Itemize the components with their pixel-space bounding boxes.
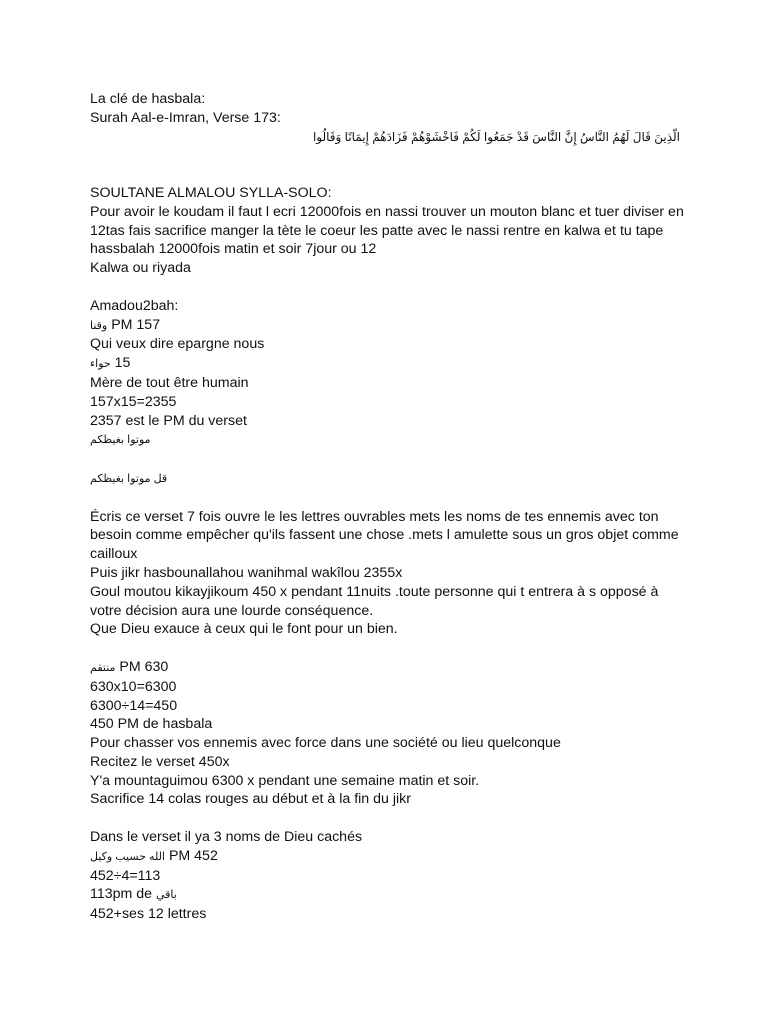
section3-line: cailloux	[90, 546, 138, 563]
section4-line: Y'a mountaguimou 6300 x pendant une semaine matin et soir.	[90, 772, 480, 789]
section1-line: hassbalah 12000fois matin et soir 7jour ou 12	[90, 241, 377, 258]
section1-line: Pour avoir le koudam il faut l ecri 12000fois en nassi trouver un mouton blanc et tuer diviser en	[90, 203, 684, 220]
spacer	[90, 639, 680, 658]
section1-line: 12tas fais sacrifice manger la tète le coeur les patte avec le nassi rentre en kalwa et tu tape	[90, 222, 664, 239]
document-title: La clé de hasbala:	[90, 91, 206, 107]
section5-line: 452÷4=113	[90, 867, 161, 884]
arabic-phrase: قل موتوا بغيظكم	[90, 472, 168, 485]
section4-line: Sacrifice 14 colas rouges au début et à la fin du jikr	[90, 791, 411, 808]
section2-line	[90, 430, 680, 450]
section5-line: Dans le verset il ya 3 noms de Dieu cachés	[90, 829, 363, 846]
spacer	[90, 278, 680, 297]
pm-value: 15	[110, 355, 131, 372]
section1-heading: SOULTANE ALMALOU SYLLA-SOLO:	[90, 184, 332, 201]
arabic-word: باقي	[156, 889, 177, 902]
section4-line: Recitez le verset 450x	[90, 753, 230, 770]
document-page	[90, 90, 684, 924]
section3-line: Puis jikr hasbounallahou wanihmal wakîlou 2355x	[90, 564, 403, 581]
spacer	[90, 146, 680, 184]
section4-line: Pour chasser vos ennemis avec force dans une société ou lieu quelconque	[90, 735, 561, 752]
pm-label: 113pm de	[90, 886, 156, 903]
section2-line	[90, 316, 680, 336]
surah-reference: Surah Aal-e-Imran, Verse 173:	[90, 109, 281, 126]
section2-line: Qui veux dire epargne nous	[90, 336, 265, 353]
section3-line: votre décision aura une lourde conséquence.	[90, 602, 374, 619]
section3-line: Goul moutou kikayjikoum 450 x pendant 11nuits .toute personne qui t entrera à s opposé à	[90, 583, 659, 600]
arabic-word: حواء	[90, 358, 111, 371]
section4-line	[90, 658, 680, 678]
section2-line: 2357 est le PM du verset	[90, 412, 247, 429]
section3-line: besoin comme empêcher qu'ils fassent une chose .mets l amulette sous un gros objet comme	[90, 527, 679, 544]
section3-line: Que Dieu exauce à ceux qui le font pour un bien.	[90, 621, 398, 638]
pm-value: PM 157	[107, 316, 161, 333]
section5-line	[90, 847, 680, 867]
spacer	[90, 450, 680, 469]
arabic-phrase: موتوا بغيظكم	[90, 434, 151, 447]
arabic-word: منتقم	[90, 661, 116, 674]
section1-line: Kalwa ou riyada	[90, 260, 191, 277]
section4-line: 6300÷14=450	[90, 697, 178, 714]
pm-value: PM 630	[115, 658, 169, 675]
arabic-word: وقنا	[90, 319, 108, 332]
section2-line: 157x15=2355	[90, 393, 177, 410]
arabic-phrase: الله حسيب وكيل	[90, 850, 165, 863]
section4-line: 450 PM de hasbala	[90, 716, 213, 733]
section3-line: Écris ce verset 7 fois ouvre le les lettres ouvrables mets les noms de tes ennemis avec ton	[90, 508, 659, 525]
verse-arabic: الَّذِينَ قَالَ لَهُمُ النَّاسُ إِنَّ النَّاسَ قَدْ جَمَعُوا لَكُمْ فَاخْشَوْهُمْ فَزَادَهُمْ إِيمَانًا وَقَالُوا	[312, 129, 680, 144]
section2-line: Mère de tout être humain	[90, 374, 249, 391]
section5-line: 452+ses 12 lettres	[90, 906, 207, 923]
section2-line	[90, 469, 680, 489]
section5-line	[90, 885, 680, 905]
section2-line	[90, 354, 680, 374]
section4-line: 630x10=6300	[90, 678, 177, 695]
spacer	[90, 809, 680, 828]
pm-value: PM 452	[165, 847, 218, 864]
spacer	[90, 489, 680, 508]
section2-heading: Amadou2bah:	[90, 297, 179, 314]
